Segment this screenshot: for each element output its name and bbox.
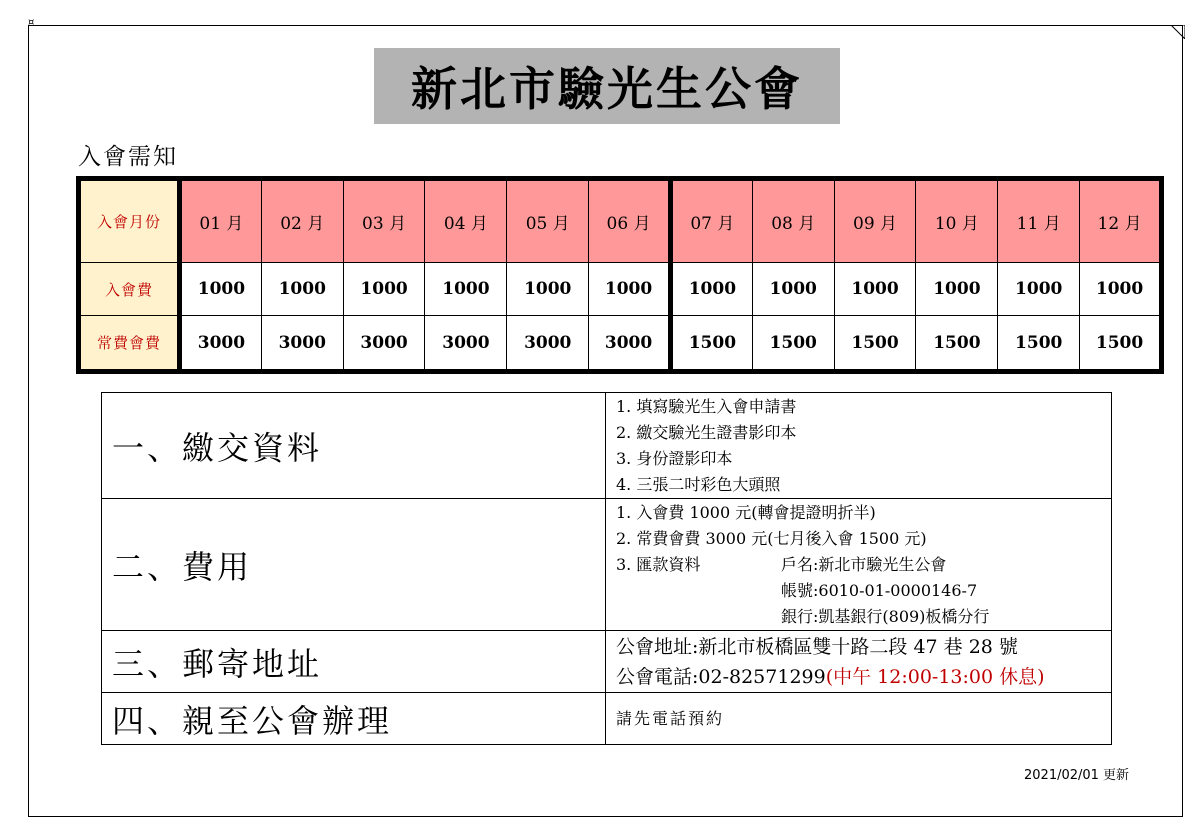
address-info bbox=[606, 631, 1112, 693]
membership-fee-cell: 1500 bbox=[752, 316, 834, 372]
month-row bbox=[79, 179, 1162, 263]
list-item: 2. 常費會費 3000 元(七月後入會 1500 元) bbox=[616, 528, 927, 548]
in-person-row bbox=[102, 693, 1112, 745]
month-cell: 10 月 bbox=[916, 179, 998, 263]
list-item bbox=[616, 578, 1111, 604]
entry-fee-cell: 1000 bbox=[261, 262, 343, 316]
info-table bbox=[101, 392, 1112, 745]
list-item bbox=[616, 604, 1111, 630]
entry-fee-cell: 1000 bbox=[507, 262, 589, 316]
month-cell: 06 月 bbox=[589, 179, 671, 263]
address-heading: 三、郵寄地址 bbox=[102, 631, 606, 693]
page-subtitle: 入會需知 bbox=[78, 144, 178, 170]
list-item: 2. 繳交驗光生證書影印本 bbox=[616, 422, 797, 442]
address-row bbox=[102, 631, 1112, 693]
phone-note: (中午 12:00-13:00 休息) bbox=[825, 665, 1045, 688]
list-item: 1. 入會費 1000 元(轉會提證明折半) bbox=[616, 502, 876, 522]
list-item bbox=[616, 552, 1111, 578]
membership-fee-cell: 3000 bbox=[507, 316, 589, 372]
entry-fee-row bbox=[79, 262, 1162, 316]
entry-fee-cell: 1000 bbox=[343, 262, 425, 316]
phone-line: 公會電話:02-82571299 bbox=[616, 665, 826, 688]
remit-label: 3. 匯款資料 bbox=[616, 554, 701, 574]
month-cell: 02 月 bbox=[261, 179, 343, 263]
entry-fee-cell: 1000 bbox=[834, 262, 916, 316]
documents-heading: 一、繳交資料 bbox=[102, 393, 606, 499]
entry-fee-cell: 1000 bbox=[180, 262, 262, 316]
membership-fee-cell: 1500 bbox=[834, 316, 916, 372]
entry-fee-cell: 1000 bbox=[752, 262, 834, 316]
month-cell: 07 月 bbox=[670, 179, 752, 263]
corner-mark: ¤ bbox=[28, 17, 35, 28]
entry-fee-cell: 1000 bbox=[670, 262, 752, 316]
month-cell: 08 月 bbox=[752, 179, 834, 263]
fee-table bbox=[76, 176, 1164, 374]
membership-fee-cell: 3000 bbox=[343, 316, 425, 372]
in-person-heading: 四、親至公會辦理 bbox=[102, 693, 606, 745]
entry-fee-cell: 1000 bbox=[589, 262, 671, 316]
fees-heading: 二、費用 bbox=[102, 499, 606, 631]
month-cell: 01 月 bbox=[180, 179, 262, 263]
membership-fee-cell: 1500 bbox=[998, 316, 1080, 372]
membership-fee-cell: 1500 bbox=[670, 316, 752, 372]
membership-fee-cell: 1500 bbox=[916, 316, 998, 372]
fees-row bbox=[102, 499, 1112, 631]
row-label-membership-fee: 常費會費 bbox=[79, 316, 180, 372]
documents-list bbox=[606, 393, 1112, 499]
membership-fee-row bbox=[79, 316, 1162, 372]
month-cell: 04 月 bbox=[425, 179, 507, 263]
entry-fee-cell: 1000 bbox=[425, 262, 507, 316]
page-fold-icon bbox=[1171, 25, 1185, 39]
entry-fee-cell: 1000 bbox=[998, 262, 1080, 316]
membership-fee-cell: 3000 bbox=[425, 316, 507, 372]
phone-line-wrapper bbox=[616, 662, 1111, 692]
month-cell: 12 月 bbox=[1080, 179, 1162, 263]
entry-fee-cell: 1000 bbox=[916, 262, 998, 316]
membership-fee-cell: 3000 bbox=[589, 316, 671, 372]
list-item: 4. 三張二吋彩色大頭照 bbox=[616, 474, 781, 494]
list-item: 3. 身份證影印本 bbox=[616, 448, 733, 468]
in-person-note: 請先電話預約 bbox=[606, 693, 1112, 745]
membership-fee-cell: 3000 bbox=[180, 316, 262, 372]
month-cell: 05 月 bbox=[507, 179, 589, 263]
account-number: 帳號:6010-01-0000146-7 bbox=[781, 580, 978, 600]
list-item: 1. 填寫驗光生入會申請書 bbox=[616, 396, 797, 416]
account-name: 戶名:新北市驗光生公會 bbox=[781, 554, 947, 574]
month-cell: 09 月 bbox=[834, 179, 916, 263]
page-title: 新北市驗光生公會 bbox=[374, 48, 840, 124]
month-cell: 11 月 bbox=[998, 179, 1080, 263]
documents-row bbox=[102, 393, 1112, 499]
fees-list bbox=[606, 499, 1112, 631]
address-line: 公會地址:新北市板橋區雙十路二段 47 巷 28 號 bbox=[616, 635, 1018, 658]
membership-fee-cell: 3000 bbox=[261, 316, 343, 372]
month-cell: 03 月 bbox=[343, 179, 425, 263]
entry-fee-cell: 1000 bbox=[1080, 262, 1162, 316]
row-label-month: 入會月份 bbox=[79, 179, 180, 263]
bank-name: 銀行:凱基銀行(809)板橋分行 bbox=[781, 606, 990, 626]
row-label-entry-fee: 入會費 bbox=[79, 262, 180, 316]
updated-date: 2021/02/01 更新 bbox=[1024, 768, 1130, 783]
membership-fee-cell: 1500 bbox=[1080, 316, 1162, 372]
